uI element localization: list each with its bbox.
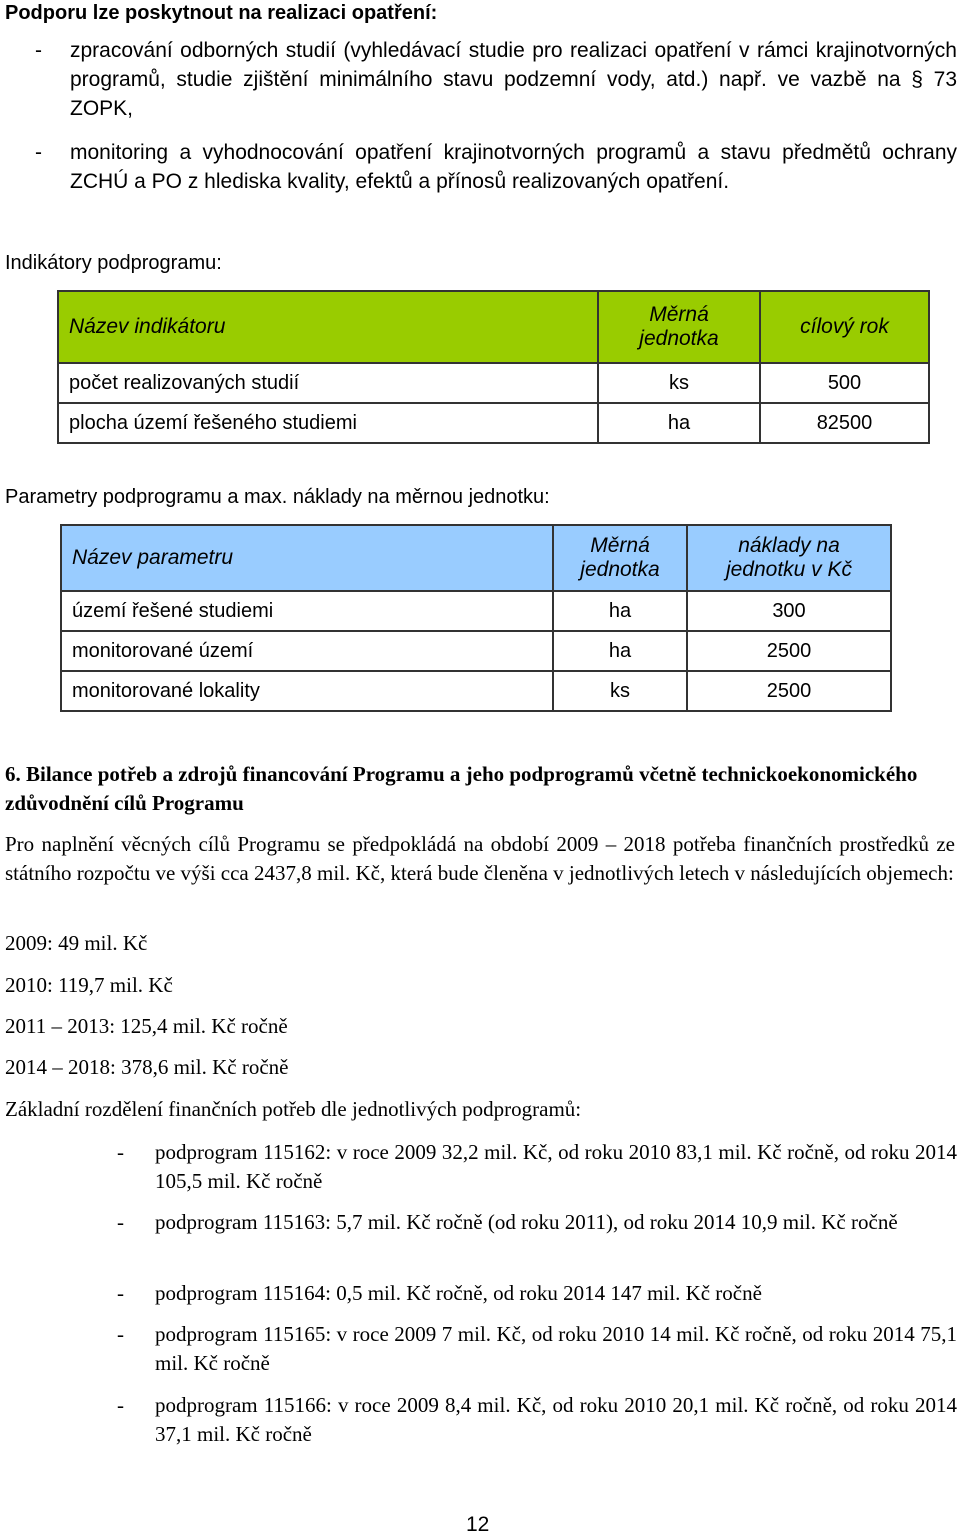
table-row bbox=[61, 591, 891, 631]
list-dash: - bbox=[117, 1322, 124, 1346]
support-item bbox=[35, 138, 957, 198]
subprogram-item bbox=[117, 1320, 957, 1380]
year-line: 2010: 119,7 mil. Kč bbox=[5, 973, 173, 997]
subprogram-text: podprogram 115162: v roce 2009 32,2 mil. Kč, od roku 2010 83,1 mil. Kč ročně, od roku 2014 105,5 mil. Kč ročně bbox=[155, 1140, 957, 1193]
cell-unit: ks bbox=[598, 363, 760, 403]
cell-unit: ha bbox=[598, 403, 760, 443]
cell-name: monitorované území bbox=[61, 631, 553, 671]
subprogram-item bbox=[117, 1208, 957, 1268]
cell-value: 2500 bbox=[687, 671, 891, 711]
year-line: 2011 – 2013: 125,4 mil. Kč ročně bbox=[5, 1014, 288, 1038]
cell-unit: ha bbox=[553, 631, 687, 671]
cell-name: počet realizovaných studií bbox=[58, 363, 598, 403]
list-dash: - bbox=[35, 141, 42, 164]
table-row bbox=[58, 403, 929, 443]
list-dash: - bbox=[117, 1140, 124, 1164]
header-cell-target-year: cílový rok bbox=[760, 291, 929, 363]
table-row bbox=[58, 363, 929, 403]
subprogram-item bbox=[117, 1279, 957, 1309]
parameters-table bbox=[60, 524, 892, 712]
cell-unit: ha bbox=[553, 591, 687, 631]
subprogram-item bbox=[117, 1138, 957, 1198]
subprogram-text: podprogram 115166: v roce 2009 8,4 mil. Kč, od roku 2010 20,1 mil. Kč ročně, od roku 2014 37,1 mil. Kč ročně bbox=[155, 1393, 957, 1446]
list-dash: - bbox=[35, 39, 42, 62]
table-row bbox=[61, 671, 891, 711]
subprogram-text: podprogram 115165: v roce 2009 7 mil. Kč, od roku 2010 14 mil. Kč ročně, od roku 2014 75,1 mil. Kč ročně bbox=[155, 1322, 957, 1375]
subprogram-text: podprogram 115164: 0,5 mil. Kč ročně, od roku 2014 147 mil. Kč ročně bbox=[155, 1281, 762, 1305]
table-header-row bbox=[61, 525, 891, 591]
cell-value: 300 bbox=[687, 591, 891, 631]
list-dash: - bbox=[117, 1281, 124, 1305]
support-item-text: monitoring a vyhodnocování opatření krajinotvorných programů a stavu předmětů ochrany ZCHÚ a PO z hlediska kvality, efektů a přínosů realizovaných opatření. bbox=[70, 141, 957, 193]
header-cell-cost: náklady na jednotku v Kč bbox=[687, 525, 891, 591]
support-title: Podporu lze poskytnout na realizaci opatření: bbox=[5, 2, 438, 24]
list-dash: - bbox=[117, 1210, 124, 1234]
cell-value: 2500 bbox=[687, 631, 891, 671]
header-cell-unit: Měrná jednotka bbox=[598, 291, 760, 363]
section-heading: 6. Bilance potřeb a zdrojů financování Programu a jeho podprogramů včetně technickoekonomického zdůvodnění cílů Programu bbox=[5, 762, 918, 815]
header-cell-unit: Měrná jednotka bbox=[553, 525, 687, 591]
intro-paragraph: Pro naplnění věcných cílů Programu se předpokládá na období 2009 – 2018 potřeba finančních prostředků ze státního rozpočtu ve výši cca 2437,8 mil. Kč, která bude členěna v jednotlivých letech v následujících objemech: bbox=[5, 832, 955, 885]
header-cell-name: Název parametru bbox=[61, 525, 553, 591]
year-line: 2009: 49 mil. Kč bbox=[5, 931, 148, 955]
cell-name: plocha území řešeného studiemi bbox=[58, 403, 598, 443]
page-number: 12 bbox=[466, 1513, 490, 1536]
cell-name: monitorované lokality bbox=[61, 671, 553, 711]
indicators-table bbox=[57, 290, 930, 444]
subprogram-item bbox=[117, 1391, 957, 1451]
year-line: 2014 – 2018: 378,6 mil. Kč ročně bbox=[5, 1055, 289, 1079]
split-label: Základní rozdělení finančních potřeb dle jednotlivých podprogramů: bbox=[5, 1097, 582, 1121]
table-header-row bbox=[58, 291, 929, 363]
subprogram-text: podprogram 115163: 5,7 mil. Kč ročně (od roku 2011), od roku 2014 10,9 mil. Kč ročně bbox=[155, 1210, 898, 1234]
table-row bbox=[61, 631, 891, 671]
cell-value: 82500 bbox=[760, 403, 929, 443]
support-item-text: zpracování odborných studií (vyhledávací studie pro realizaci opatření v rámci krajinotvorných programů, studie zjištění minimálního stavu podzemní vody, atd.) např. ve vazbě na § 73 ZOPK, bbox=[70, 39, 957, 120]
support-item bbox=[35, 36, 957, 126]
indicators-label: Indikátory podprogramu: bbox=[5, 252, 222, 274]
parameters-label: Parametry podprogramu a max. náklady na měrnou jednotku: bbox=[5, 486, 550, 508]
cell-value: 500 bbox=[760, 363, 929, 403]
list-dash: - bbox=[117, 1393, 124, 1417]
cell-name: území řešené studiemi bbox=[61, 591, 553, 631]
header-cell-name: Název indikátoru bbox=[58, 291, 598, 363]
cell-unit: ks bbox=[553, 671, 687, 711]
